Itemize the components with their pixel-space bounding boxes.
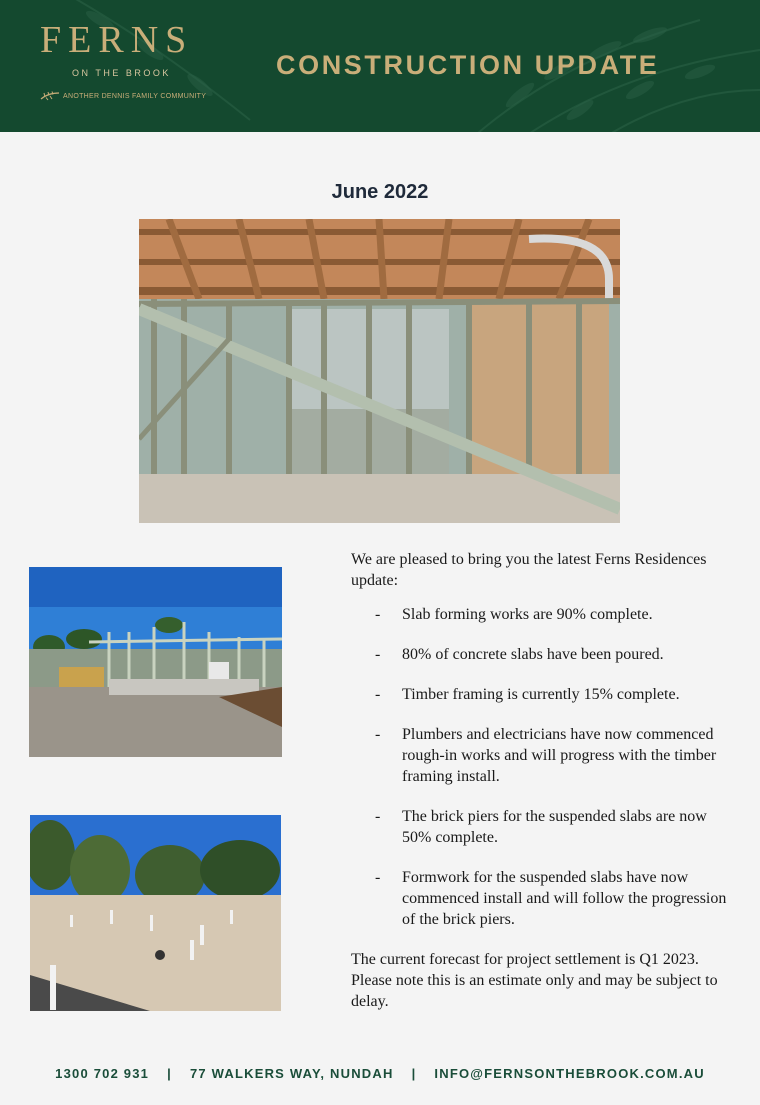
brand-subtitle: ON THE BROOK bbox=[72, 68, 171, 78]
tagline-row bbox=[40, 91, 206, 101]
intro-text: We are pleased to bring you the latest Ferns Residences update: bbox=[351, 551, 707, 589]
forecast-text: The current forecast for project settlement is Q1 2023. Please note this is an estimate only and may be subject to delay. bbox=[351, 951, 718, 1010]
list-item: - Plumbers and electricians have now commenced rough-in works and will progress with the timber framing install. bbox=[375, 726, 717, 785]
footer-contact bbox=[0, 1066, 760, 1081]
footer-separator: | bbox=[411, 1066, 417, 1081]
slab-site-photo bbox=[30, 815, 281, 1011]
footer-separator: | bbox=[167, 1066, 172, 1081]
list-item: - The brick piers for the suspended slabs are now 50% complete. bbox=[375, 808, 707, 846]
fern-leaf-icon bbox=[40, 91, 60, 101]
update-content bbox=[351, 549, 731, 1012]
list-item: - Formwork for the suspended slabs have now commenced install and will follow the progression of the brick piers. bbox=[375, 869, 727, 928]
update-month: June 2022 bbox=[331, 181, 429, 203]
tagline: ANOTHER DENNIS FAMILY COMMUNITY bbox=[63, 92, 207, 100]
list-item: - Timber framing is currently 15% complete. bbox=[375, 686, 680, 703]
progress-list bbox=[351, 604, 731, 930]
timber-frame-site-photo bbox=[29, 567, 282, 757]
address-text: 77 WALKERS WAY, NUNDAH bbox=[189, 1066, 394, 1081]
phone-link[interactable]: 1300 702 931 bbox=[55, 1066, 150, 1081]
list-item: - 80% of concrete slabs have been poured. bbox=[375, 646, 664, 663]
brand-logo-text: FERNS bbox=[40, 19, 194, 61]
timber-frame-interior-photo bbox=[139, 219, 620, 523]
page-title: CONSTRUCTION UPDATE bbox=[276, 50, 660, 80]
email-link[interactable]: INFO@FERNSONTHEBROOK.COM.AU bbox=[434, 1066, 705, 1081]
list-item: - Slab forming works are 90% complete. bbox=[375, 606, 653, 623]
header-banner bbox=[0, 0, 760, 132]
